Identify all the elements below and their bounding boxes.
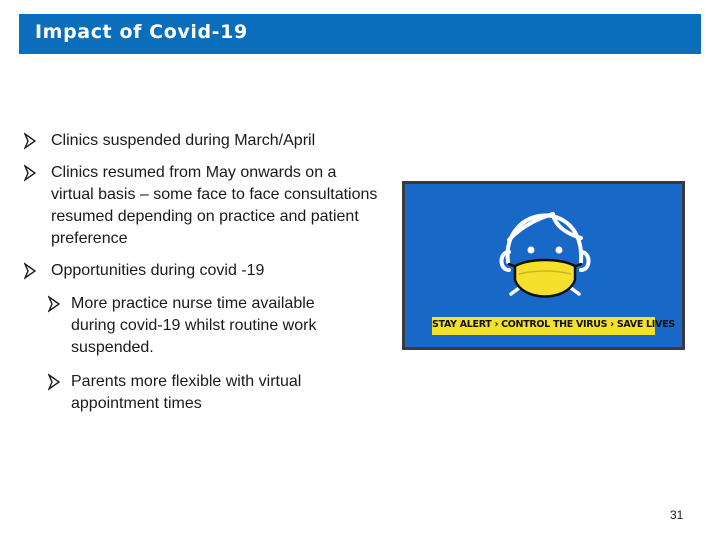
arrow-bullet-icon: [48, 372, 60, 392]
bullet-text: Opportunities during covid -19: [51, 262, 265, 279]
title-bar: [19, 14, 701, 54]
page-number: 31: [670, 508, 684, 522]
arrow-bullet-icon: [24, 163, 36, 183]
slogan-text: STAY ALERT › CONTROL THE VIRUS › SAVE LIVES: [432, 319, 675, 330]
arrow-bullet-icon: [24, 131, 36, 151]
arrow-bullet-icon: [24, 261, 36, 281]
slide-title: Impact of Covid-19: [35, 21, 248, 43]
slogan-banner: [432, 317, 675, 335]
arrow-bullet-icon: [48, 294, 60, 314]
stay-alert-poster: [402, 181, 685, 350]
sub-bullet-text: More practice nurse time available during covid-19 whilst routine work suspended.: [71, 295, 317, 356]
sub-bullet-text: Parents more flexible with virtual appointment times: [71, 373, 302, 412]
bullet-text: Clinics suspended during March/April: [51, 132, 316, 149]
bullet-text: Clinics resumed from May onwards on a virtual basis – some face to face consultations resumed depending on practice and patient preference: [51, 164, 378, 247]
